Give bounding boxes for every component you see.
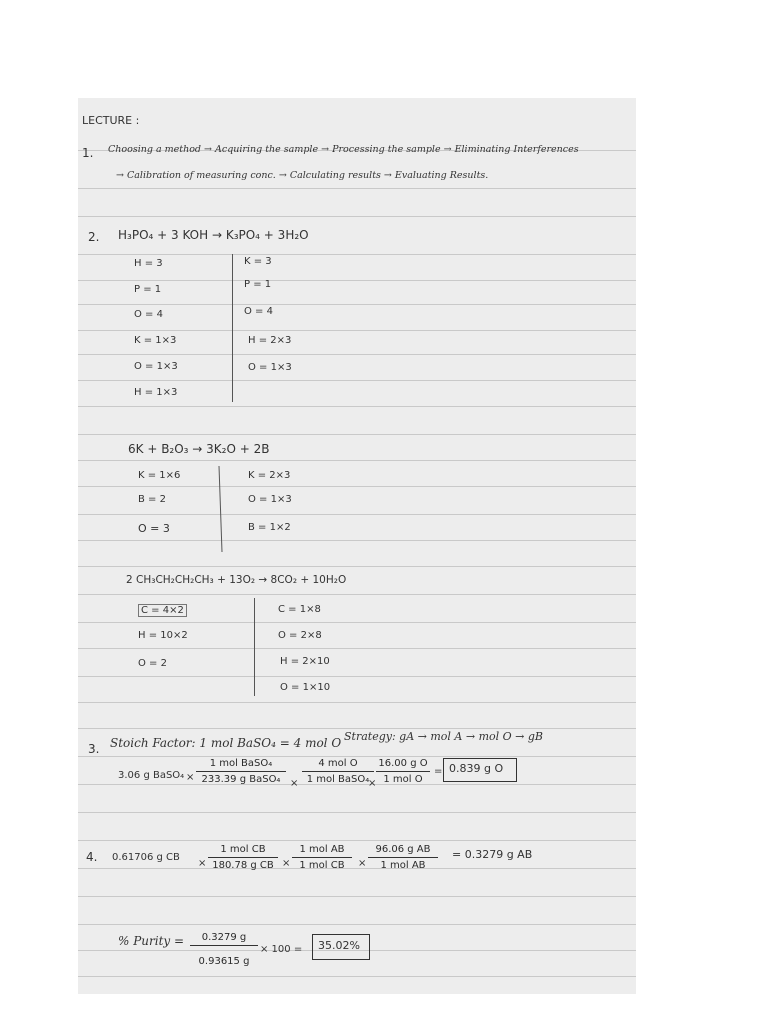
ruled-line: [78, 702, 636, 703]
eq3-right-2: H = 2×10: [280, 656, 330, 667]
q2-number: 2.: [88, 230, 100, 244]
eq1-left-1: P = 1: [134, 284, 162, 295]
q4-f3-top: 96.06 g AB: [375, 844, 431, 855]
eq2-right-0: K = 2×3: [248, 470, 291, 481]
eq1-right-3: H = 2×3: [248, 335, 292, 346]
ruled-line: [78, 868, 636, 869]
eq1-right-0: K = 3: [244, 256, 272, 267]
ruled-line: [78, 304, 636, 305]
q4-f2-bot: 1 mol CB: [299, 860, 345, 871]
q4-result: = 0.3279 g AB: [452, 848, 533, 861]
q4-f3-bot: 1 mol AB: [380, 860, 426, 871]
q3-start: 3.06 g BaSO₄: [118, 770, 185, 781]
ruled-line: [78, 216, 636, 217]
purity-top: 0.3279 g: [201, 932, 247, 943]
eq1-left-4: O = 1×3: [134, 361, 178, 372]
ruled-line: [78, 188, 636, 189]
ruled-line: [78, 840, 636, 841]
q3-f2-bot: 1 mol BaSO₄: [306, 774, 370, 785]
purity-result: 35.02%: [318, 939, 360, 952]
q4-f1-top: 1 mol CB: [220, 844, 266, 855]
ruled-line: [78, 648, 636, 649]
eq1-left-3: K = 1×3: [134, 335, 177, 346]
ruled-line: [78, 434, 636, 435]
ruled-line: [78, 254, 636, 255]
eq1-left-0: H = 3: [134, 258, 163, 269]
q4-factor-2: [292, 844, 352, 871]
purity-label: % Purity =: [118, 934, 185, 948]
q3-result: 0.839 g O: [449, 762, 504, 775]
eq2-right-1: O = 1×3: [248, 494, 292, 505]
eq3-left-2: O = 2: [138, 658, 167, 669]
eq3-right-0: C = 1×8: [278, 604, 321, 615]
ruled-line: [78, 406, 636, 407]
ruled-line: [78, 486, 636, 487]
ruled-line: [78, 330, 636, 331]
ruled-line: [78, 676, 636, 677]
eq3-right-3: O = 1×10: [280, 682, 331, 693]
eq2-left-1: B = 2: [138, 494, 166, 505]
q3-f1-bot: 233.39 g BaSO₄: [201, 774, 281, 785]
ruled-line: [78, 756, 636, 757]
ruled-line: [78, 514, 636, 515]
ruled-line: [78, 460, 636, 461]
q3-factor-2: [302, 758, 374, 785]
purity-fraction: [190, 932, 258, 967]
q1-number: 1.: [82, 146, 94, 160]
ruled-line: [78, 280, 636, 281]
eq1-right-2: O = 4: [244, 306, 273, 317]
q4-start: 0.61706 g CB: [112, 852, 180, 863]
q3-f2-top: 4 mol O: [318, 758, 358, 769]
q4-f1-bot: 180.78 g CB: [212, 860, 274, 871]
q2-eq3: 2 CH₃CH₂CH₂CH₃ + 13O₂ → 8CO₂ + 10H₂O: [126, 574, 347, 586]
ruled-line: [78, 540, 636, 541]
ruled-line: [78, 566, 636, 567]
purity-bot: 0.93615 g: [198, 956, 250, 967]
q3-number: 3.: [88, 742, 100, 756]
q2-eq2: 6K + B₂O₃ → 3K₂O + 2B: [128, 442, 270, 456]
ruled-line: [78, 622, 636, 623]
q3-strategy: Strategy: gA → mol A → mol O → gB: [344, 730, 543, 743]
table-divider: [232, 254, 233, 402]
eq1-right-4: O = 1×3: [248, 362, 292, 373]
q3-factor-1: [196, 758, 286, 785]
eq3-right-1: O = 2×8: [278, 630, 322, 641]
q1-line2: → Calibration of measuring conc. → Calculating results → Evaluating Results.: [116, 170, 489, 181]
eq1-left-5: H = 1×3: [134, 387, 178, 398]
eq3-left-0: C = 4×2: [138, 604, 187, 617]
eq1-right-1: P = 1: [244, 279, 272, 290]
q4-number: 4.: [86, 850, 98, 864]
eq2-left-2: O = 3: [138, 522, 170, 535]
eq2-left-0: K = 1×6: [138, 470, 181, 481]
ruled-line: [78, 728, 636, 729]
page-title: LECTURE :: [82, 114, 140, 127]
q3-f3-top: 16.00 g O: [378, 758, 428, 769]
q3-f1-top: 1 mol BaSO₄: [209, 758, 273, 769]
q2-eq1: H₃PO₄ + 3 KOH → K₃PO₄ + 3H₂O: [118, 228, 309, 242]
q1-line1: Choosing a method → Acquiring the sample → Processing the sample → Eliminating Interferences: [108, 144, 579, 155]
q4-factor-3: [368, 844, 438, 871]
ruled-line: [78, 896, 636, 897]
q4-factor-1: [208, 844, 278, 871]
eq1-left-2: O = 4: [134, 309, 163, 320]
ruled-line: [78, 976, 636, 977]
ruled-line: [78, 594, 636, 595]
purity-mult: × 100 =: [260, 944, 303, 955]
q4-f2-top: 1 mol AB: [299, 844, 345, 855]
ruled-line: [78, 380, 636, 381]
ruled-line: [78, 354, 636, 355]
eq3-left-1: H = 10×2: [138, 630, 188, 641]
notebook-page: LECTURE : 1. Choosing a method → Acquiring the sample → Processing the sample → Eliminating Interferences → Calibration of measuring conc. → Calculating results → Evaluating Results. 2. H₃PO₄ + 3 KOH → K₃PO₄ + 3H₂O H = 3 P = 1 O = 4 K = 1×3 O = 1×3 H = 1×3 K = 3 P = 1 O = 4 H = 2×3 O = 1×3 6K + B₂O₃ → 3K₂O + 2B K = 1×6 B = 2 O = 3 K = 2×3 O = 1×3 B = 1×2 2 CH₃CH₂CH₂CH₃ + 13O₂ → 8CO₂ + 10H₂O C = 4×2 H = 10×2 O = 2 C = 1×8 O = 2×8 H = 2×10 O = 1×10 3. Stoich Factor: 1 mol BaSO₄ = 4 mol O Strategy: gA → mol A → mol O → gB 3.06 g BaSO₄ × 1 mol BaSO₄ 233.39 g BaSO₄ × 4 mol O 1 mol BaSO₄ × 16.00 g O 1 mol O = 0.839 g O 4. 0.61706 g CB × 1 mol CB 180.78 g CB × 1 mol AB 1 mol CB × 96.06 g AB 1 mol AB = 0.3279 g AB % Purity = 0.3279 g 0.93615 g × 100 = 35.02%: [78, 98, 636, 994]
q3-factor-3: [376, 758, 430, 785]
ruled-line: [78, 812, 636, 813]
q3-stoich: Stoich Factor: 1 mol BaSO₄ = 4 mol O: [110, 736, 342, 750]
q3-f3-bot: 1 mol O: [383, 774, 423, 785]
table-divider: [254, 598, 255, 696]
eq2-right-2: B = 1×2: [248, 522, 291, 533]
ruled-line: [78, 924, 636, 925]
